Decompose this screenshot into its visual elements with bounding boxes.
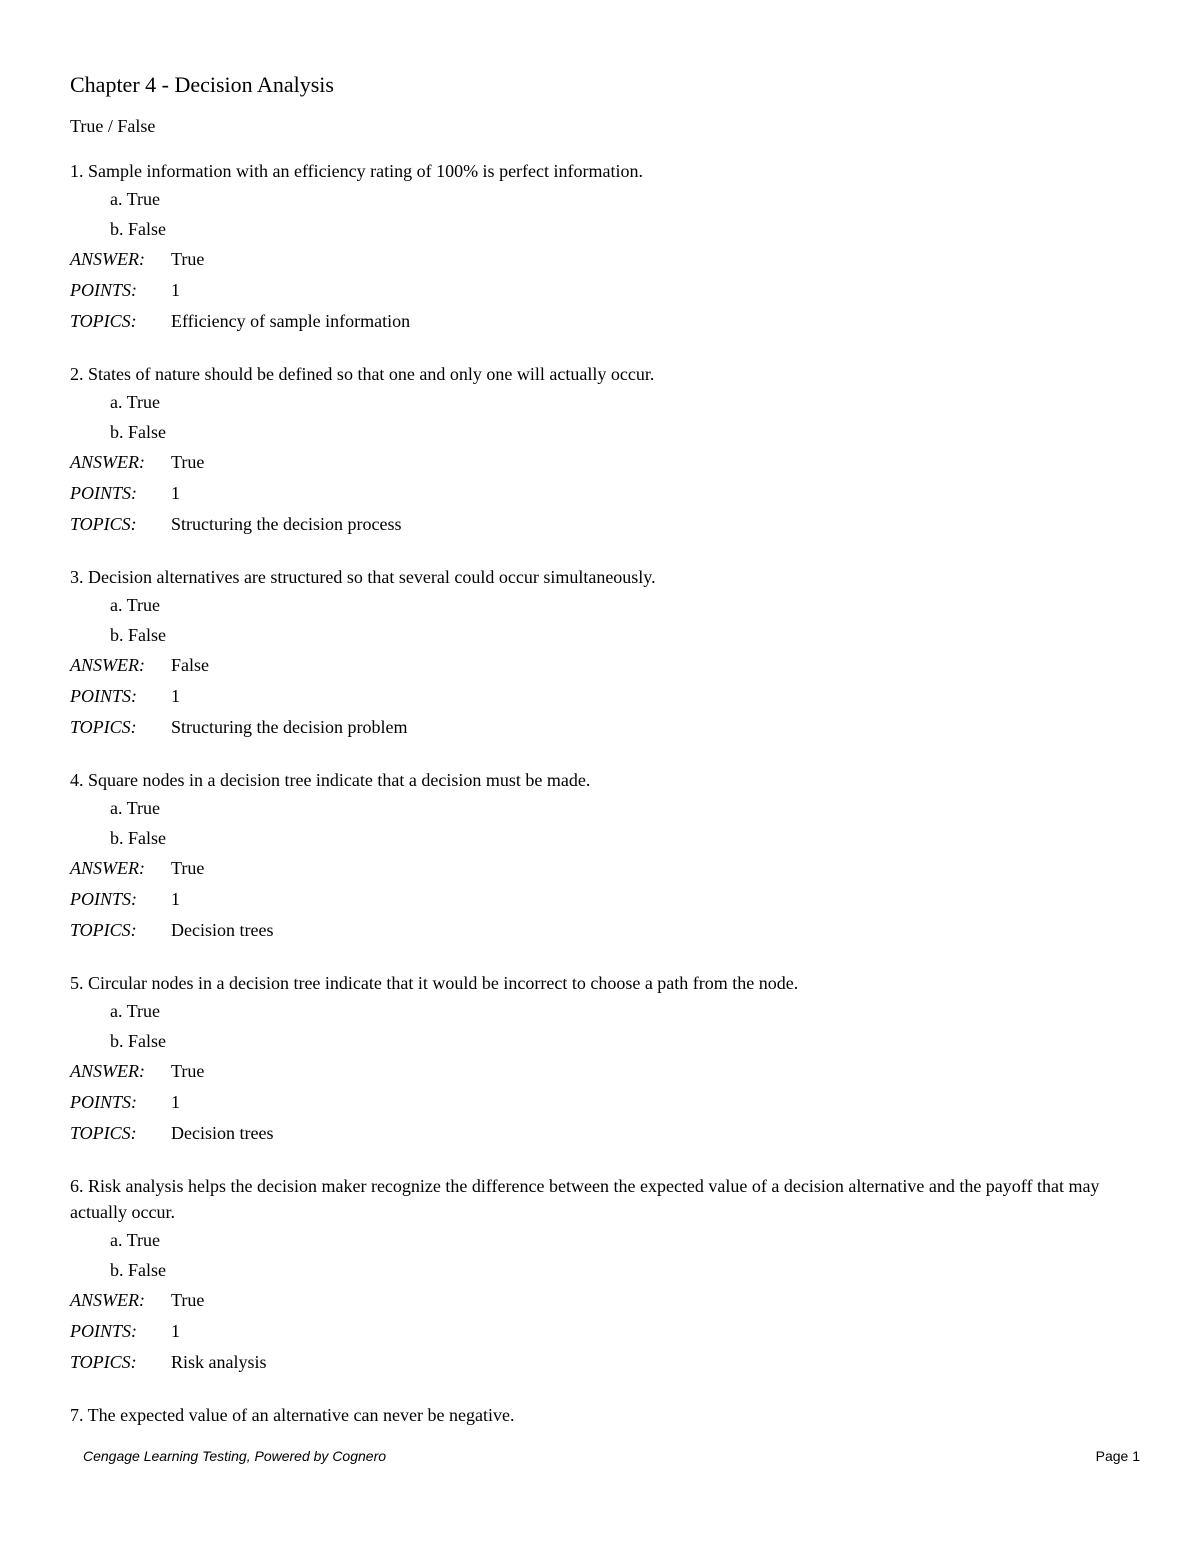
topics-label: TOPICS:: [70, 514, 137, 534]
section-heading: True / False: [70, 116, 156, 136]
question-text: 6. Risk analysis helps the decision maker recognize the difference between the expected value of a decision alternative and the payoff that may actually occur.: [70, 1176, 1100, 1222]
option-a: a. True: [110, 798, 161, 818]
topics-label: TOPICS:: [70, 920, 137, 940]
points-value: 1: [171, 889, 180, 909]
option-a: a. True: [110, 1230, 161, 1250]
topics-label: TOPICS:: [70, 717, 137, 737]
answer-row: [70, 244, 1130, 275]
document-page: [70, 70, 1130, 1428]
question-text: 4. Square nodes in a decision tree indicate that a decision must be made.: [70, 770, 591, 790]
answer-label: ANSWER:: [70, 655, 145, 675]
points-value: 1: [171, 280, 180, 300]
topics-value: Risk analysis: [171, 1352, 267, 1372]
question-text: 3. Decision alternatives are structured so that several could occur simultaneously.: [70, 567, 656, 587]
question-4: [70, 765, 1130, 946]
question-2: [70, 359, 1130, 540]
question-6: [70, 1171, 1130, 1378]
topics-row: [70, 712, 1130, 743]
answer-label: ANSWER:: [70, 1290, 145, 1310]
topics-value: Decision trees: [171, 1123, 274, 1143]
topics-value: Structuring the decision process: [171, 514, 402, 534]
answer-row: [70, 1056, 1130, 1087]
option-b: b. False: [110, 625, 166, 645]
option-b: b. False: [110, 219, 166, 239]
topics-value: Efficiency of sample information: [171, 311, 411, 331]
answer-row: [70, 650, 1130, 681]
answer-value: False: [171, 655, 209, 675]
points-row: [70, 1316, 1130, 1347]
points-row: [70, 681, 1130, 712]
answer-value: True: [171, 1290, 205, 1310]
topics-value: Decision trees: [171, 920, 274, 940]
question-text: 5. Circular nodes in a decision tree indicate that it would be incorrect to choose a path from the node.: [70, 973, 799, 993]
question-3: [70, 562, 1130, 743]
option-a: a. True: [110, 595, 161, 615]
option-a: a. True: [110, 1001, 161, 1021]
points-label: POINTS:: [70, 1321, 137, 1341]
answer-row: [70, 1285, 1130, 1316]
topics-row: [70, 915, 1130, 946]
answer-value: True: [171, 858, 205, 878]
points-row: [70, 1087, 1130, 1118]
points-value: 1: [171, 483, 180, 503]
points-row: [70, 478, 1130, 509]
option-b: b. False: [110, 422, 166, 442]
question-1: [70, 156, 1130, 337]
points-row: [70, 884, 1130, 915]
answer-label: ANSWER:: [70, 858, 145, 878]
page-title: Chapter 4 - Decision Analysis: [70, 72, 334, 97]
answer-value: True: [171, 249, 205, 269]
topics-label: TOPICS:: [70, 1352, 137, 1372]
option-b: b. False: [110, 1031, 166, 1051]
question-7: [70, 1400, 1130, 1428]
points-value: 1: [171, 686, 180, 706]
answer-value: True: [171, 452, 205, 472]
answer-row: [70, 447, 1130, 478]
topics-row: [70, 1118, 1130, 1149]
topics-label: TOPICS:: [70, 1123, 137, 1143]
page-footer: [83, 1446, 1140, 1466]
topics-row: [70, 1347, 1130, 1378]
question-text: 1. Sample information with an efficiency rating of 100% is perfect information.: [70, 161, 644, 181]
question-text: 7. The expected value of an alternative can never be negative.: [70, 1405, 515, 1425]
points-row: [70, 275, 1130, 306]
topics-label: TOPICS:: [70, 311, 137, 331]
points-value: 1: [171, 1092, 180, 1112]
topics-row: [70, 306, 1130, 337]
points-label: POINTS:: [70, 483, 137, 503]
footer-credit: Cengage Learning Testing, Powered by Cognero: [83, 1448, 387, 1464]
option-a: a. True: [110, 189, 161, 209]
points-label: POINTS:: [70, 686, 137, 706]
option-b: b. False: [110, 1260, 166, 1280]
topics-value: Structuring the decision problem: [171, 717, 408, 737]
option-b: b. False: [110, 828, 166, 848]
question-5: [70, 968, 1130, 1149]
answer-row: [70, 853, 1130, 884]
answer-label: ANSWER:: [70, 1061, 145, 1081]
question-text: 2. States of nature should be defined so that one and only one will actually occur.: [70, 364, 655, 384]
answer-value: True: [171, 1061, 205, 1081]
option-a: a. True: [110, 392, 161, 412]
page-number: Page 1: [1095, 1448, 1140, 1464]
points-label: POINTS:: [70, 280, 137, 300]
answer-label: ANSWER:: [70, 452, 145, 472]
topics-row: [70, 509, 1130, 540]
points-value: 1: [171, 1321, 180, 1341]
points-label: POINTS:: [70, 1092, 137, 1112]
points-label: POINTS:: [70, 889, 137, 909]
answer-label: ANSWER:: [70, 249, 145, 269]
